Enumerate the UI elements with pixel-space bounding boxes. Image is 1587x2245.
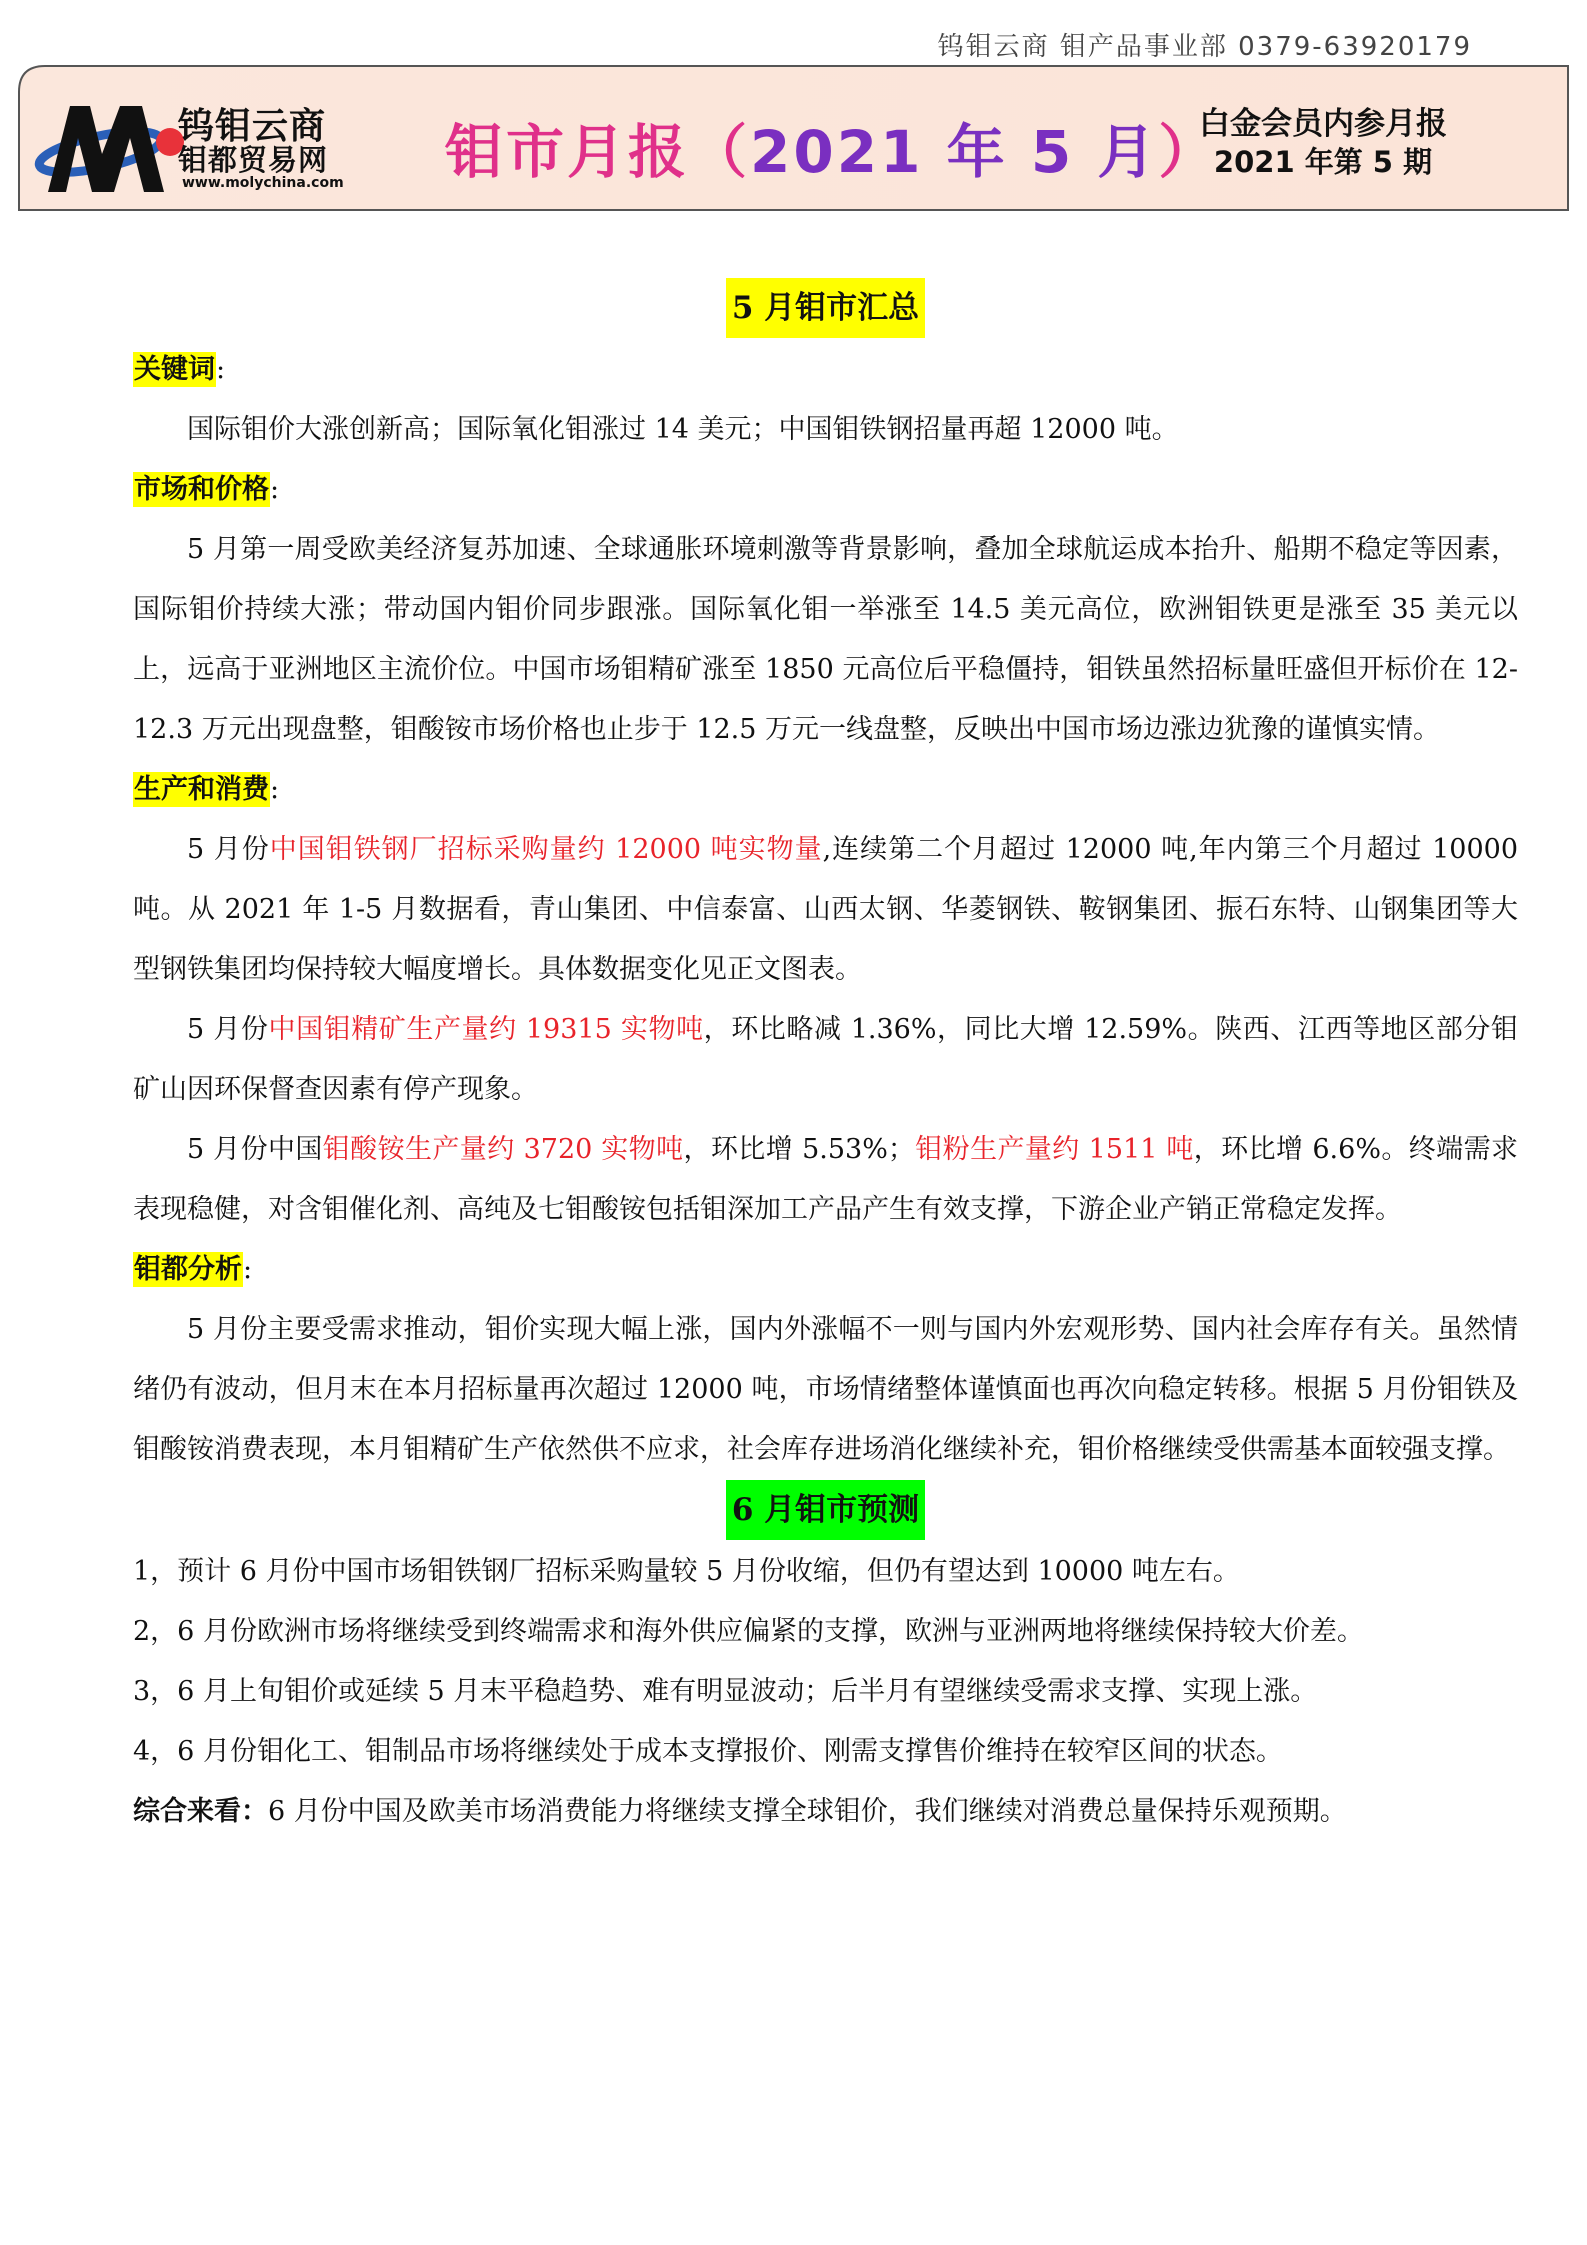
- p3-prefix: 5 月份中国: [187, 1134, 323, 1165]
- forecast-item: 1，预计 6 月份中国市场钼铁钢厂招标采购量较 5 月份收缩，但仍有望达到 10000 吨左右。: [133, 1556, 1240, 1587]
- p3-emphasis-1: 钼酸铵生产量约 3720 实物吨: [322, 1134, 684, 1165]
- report-title: [445, 105, 1219, 189]
- p2-prefix: 5 月份: [187, 1014, 269, 1045]
- forecast-section-title: [133, 1480, 1518, 1542]
- report-title-year: 2021 年 5 月: [750, 118, 1159, 186]
- member-report-title: 白金会员内参月报: [1199, 106, 1447, 142]
- forecast-item: 3，6 月上旬钼价或延续 5 月末平稳趋势、难有明显波动；后半月有望继续受需求支撑、实现上涨。: [133, 1676, 1318, 1707]
- logo-text-line1: 钨钼云商: [178, 106, 327, 147]
- p1-prefix: 5 月份: [187, 834, 270, 865]
- report-title-suffix: ）: [1158, 118, 1220, 186]
- analysis-label-text: 钼都分析: [134, 1254, 242, 1285]
- logo-url: www.molychina.com: [182, 175, 344, 191]
- summary-section-title: [133, 278, 1518, 340]
- report-content: [133, 278, 1518, 1842]
- production-label: 生产和消费:: [134, 774, 280, 805]
- forecast-item: 4，6 月份钼化工、钼制品市场将继续处于成本支撑报价、刚需支撑售价维持在较窄区间的状态。: [133, 1736, 1283, 1767]
- summary-title-text: 5 月钼市汇总: [726, 278, 925, 338]
- p3-middle: ，环比增 5.53%；: [683, 1134, 915, 1165]
- keywords-label-text: 关键词: [134, 354, 215, 385]
- production-paragraph-3: [133, 1120, 1518, 1240]
- market-label: 市场和价格:: [134, 474, 280, 505]
- p2-emphasis: 中国钼精矿生产量约 19315 实物吨: [268, 1014, 704, 1045]
- header-contact: 钨钼云商 钼产品事业部 0379-63920179: [937, 32, 1472, 62]
- market-paragraph: 5 月第一周受欧美经济复苏加速、全球通胀环境刺激等背景影响，叠加全球航运成本抬升、船期不稳定等因素，国际钼价持续大涨；带动国内钼价同步跟涨。国际氧化钼一举涨至 14.5 美元高位，欧洲钼铁更是涨至 35 美元以上，远高于亚洲地区主流价位。中国市场钼精矿涨至 1850 元高位后平稳僵持，钼铁虽然招标量旺盛但开标价在 12-12.3 万元出现盘整，钼酸铵市场价格也止步于 12.5 万元一线盘整，反映出中国市场边涨边犹豫的谨慎实情。: [133, 534, 1518, 745]
- forecast-conclusion: 综合来看：6 月份中国及欧美市场消费能力将继续支撑全球钼价，我们继续对消费总量保持乐观预期。: [133, 1796, 1347, 1827]
- conclusion-label: 综合来看: [133, 1796, 241, 1827]
- p3-emphasis-2: 钼粉生产量约 1511 吨: [914, 1134, 1194, 1165]
- production-paragraph-2: [133, 1000, 1518, 1120]
- keywords-label: 关键词:: [134, 354, 226, 385]
- conclusion-text: 6 月份中国及欧美市场消费能力将继续支撑全球钼价，我们继续对消费总量保持乐观预期。: [268, 1796, 1347, 1827]
- p2-suffix: ，环比略减 1.36%，同比大增 12.59%。陕西、江西等地区部分钼矿山因环保督查因素有停产现象。: [133, 1014, 1518, 1105]
- member-report-issue: 2021 年第 5 期: [1213, 145, 1433, 179]
- analysis-label: 钼都分析:: [134, 1254, 253, 1285]
- market-label-text: 市场和价格: [134, 474, 269, 505]
- logo-text-line2: 钼都贸易网: [178, 143, 329, 177]
- production-paragraph-1: [133, 820, 1518, 1000]
- forecast-item: 2，6 月份欧洲市场将继续受到终端需求和海外供应偏紧的支撑，欧洲与亚洲两地将继续保持较大价差。: [133, 1616, 1364, 1647]
- keywords-paragraph: 国际钼价大涨创新高；国际氧化钼涨过 14 美元；中国钼铁钢招量再超 12000 吨。: [187, 414, 1179, 445]
- production-label-text: 生产和消费: [134, 774, 269, 805]
- report-title-prefix: 钼市月报（: [445, 118, 751, 186]
- forecast-title-text: 6 月钼市预测: [726, 1480, 925, 1540]
- p1-suffix: ,连续第二个月超过 12000 吨,年内第三个月超过 10000 吨。从 2021 年 1-5 月数据看，青山集团、中信泰富、山西太钢、华菱钢铁、鞍钢集团、振石东特、山钢集团等大型钢铁集团均保持较大幅度增长。具体数据变化见正文图表。: [133, 834, 1519, 985]
- p3-suffix: ，环比增 6.6%。终端需求表现稳健，对含钼催化剂、高纯及七钼酸铵包括钼深加工产品产生有效支撑，下游企业产销正常稳定发挥。: [133, 1134, 1518, 1225]
- analysis-paragraph: 5 月份主要受需求推动，钼价实现大幅上涨，国内外涨幅不一则与国内外宏观形势、国内社会库存有关。虽然情绪仍有波动，但月末在本月招标量再次超过 12000 吨，市场情绪整体谨慎面也再次向稳定转移。根据 5 月份钼铁及钼酸铵消费表现，本月钼精矿生产依然供不应求，社会库存进场消化继续补充，钼价格继续受供需基本面较强支撑。: [133, 1314, 1518, 1465]
- p1-emphasis: 中国钼铁钢厂招标采购量约 12000 吨实物量: [269, 834, 823, 865]
